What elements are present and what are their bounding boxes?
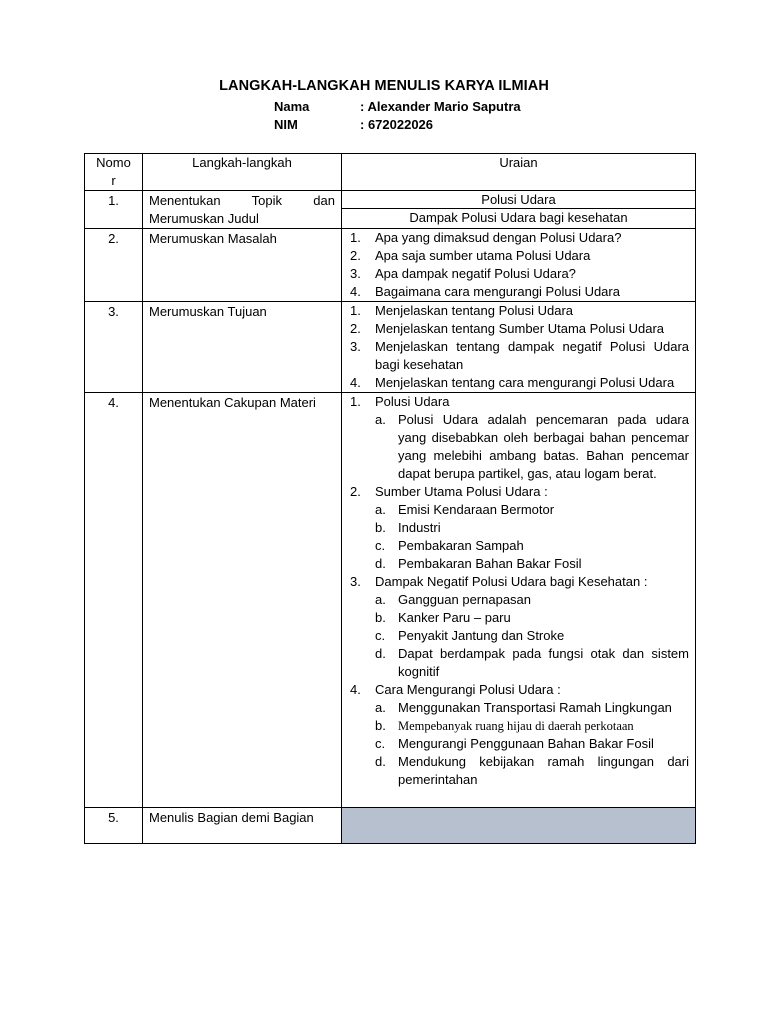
list-item: 4. Menjelaskan tentang cara mengurangi Polusi Udara [350, 375, 675, 390]
header-nomor-line2: r [111, 173, 116, 188]
row-number: 5. [85, 808, 143, 844]
sub-list-item: c. Pembakaran Sampah [375, 538, 524, 553]
name-label: Nama [274, 99, 310, 114]
sub-list-item: d. Pembakaran Bahan Bakar Fosil [375, 556, 582, 571]
row-step: Merumuskan Masalah [143, 229, 342, 302]
list-item: 1. Polusi Udara a. Polusi Udara adalah pencemaran pada udara yang disebabkan oleh berbagai bahan pencemar yang melebihi ambang batas. Bahan pencemar dapat berupa partikel, gas, atau logam berat. [350, 394, 689, 481]
header-nomor-line1: Nomo [96, 155, 131, 170]
sub-list-item: b. Industri [375, 520, 441, 535]
sub-list-item: d. Dapat berdampak pada fungsi otak dan sistem kognitif [375, 646, 689, 679]
row-step: Menentukan Cakupan Materi [143, 393, 342, 808]
sub-list-item: a. Menggunakan Transportasi Ramah Lingkungan [375, 700, 672, 715]
sub-list-item: a. Emisi Kendaraan Bermotor [375, 502, 555, 517]
table-row [85, 302, 696, 393]
table-header-row [85, 154, 696, 191]
table-row [85, 229, 696, 302]
row-step: Merumuskan Tujuan [143, 302, 342, 393]
name-value: : Alexander Mario Saputra [360, 99, 521, 114]
row-uraian [342, 393, 696, 808]
document-title: LANGKAH-LANGKAH MENULIS KARYA ILMIAH [219, 78, 549, 94]
nim-label: NIM [274, 117, 298, 132]
list-item: 3. Dampak Negatif Polusi Udara bagi Kesehatan : a. Gangguan pernapasan b. Kanker Paru – paru c. Penyakit Jantung dan Stroke d. Dapat berdampak pada fungsi otak dan sistem kognitif [350, 574, 689, 679]
sub-list-item: d. Mendukung kebijakan ramah lingungan dari pemerintahan [375, 754, 689, 787]
row-uraian-shaded [342, 808, 696, 844]
sub-list-item: a. Gangguan pernapasan [375, 592, 532, 607]
row-uraian [342, 229, 696, 302]
header-nomor [85, 154, 143, 191]
sub-list-item: a. Polusi Udara adalah pencemaran pada udara yang disebabkan oleh berbagai bahan pencemar yang melebihi ambang batas. Bahan pencemar dapat berupa partikel, gas, atau logam berat. [375, 412, 689, 481]
list-item: 1. Apa yang dimaksud dengan Polusi Udara? [350, 230, 622, 245]
sub-list-item: b. Mempebanyak ruang hijau di daerah perkotaan [375, 718, 634, 733]
sub-list-item: c. Mengurangi Penggunaan Bahan Bakar Fosil [375, 736, 654, 751]
header-uraian: Uraian [342, 154, 696, 191]
table-row [85, 191, 696, 229]
name-line [274, 99, 521, 114]
list-item: 3. Apa dampak negatif Polusi Udara? [350, 266, 576, 281]
row-step: Menentukan Topik dan Merumuskan Judul [143, 191, 342, 229]
row-number: 2. [85, 229, 143, 302]
list-item: 1. Menjelaskan tentang Polusi Udara [350, 303, 574, 318]
sub-list-item: c. Penyakit Jantung dan Stroke [375, 628, 565, 643]
steps-table [84, 153, 696, 844]
sub-list-item: b. Kanker Paru – paru [375, 610, 511, 625]
list-item: 4. Bagaimana cara mengurangi Polusi Udara [350, 284, 620, 299]
list-item: 4. Cara Mengurangi Polusi Udara : a. Menggunakan Transportasi Ramah Lingkungan b. Mempebanyak ruang hijau di daerah perkotaan c. Mengurangi Penggunaan Bahan Bakar Fosil d. Mendukung kebijakan ramah lingungan dari pemerintahan [350, 682, 689, 787]
row-number: 3. [85, 302, 143, 393]
judul-text: Dampak Polusi Udara bagi kesehatan [409, 210, 628, 225]
table-row [85, 393, 696, 808]
row-number: 1. [85, 191, 143, 229]
list-item: 2. Sumber Utama Polusi Udara : a. Emisi Kendaraan Bermotor b. Industri c. Pembakaran Sampah d. Pembakaran Bahan Bakar Fosil [350, 483, 689, 573]
row-uraian [342, 191, 696, 229]
row-step: Menulis Bagian demi Bagian [143, 808, 342, 844]
list-item: 3. Menjelaskan tentang dampak negatif Polusi Udara bagi kesehatan [350, 339, 689, 372]
header-langkah: Langkah-langkah [143, 154, 342, 191]
nim-line [274, 117, 433, 132]
nim-value: : 672022026 [360, 117, 434, 132]
list-item: 2. Apa saja sumber utama Polusi Udara [350, 248, 591, 263]
topic-text: Polusi Udara [342, 191, 695, 209]
list-item: 2. Menjelaskan tentang Sumber Utama Polusi Udara [350, 321, 665, 336]
row-number: 4. [85, 393, 143, 808]
row-uraian [342, 302, 696, 393]
table-row [85, 808, 696, 844]
